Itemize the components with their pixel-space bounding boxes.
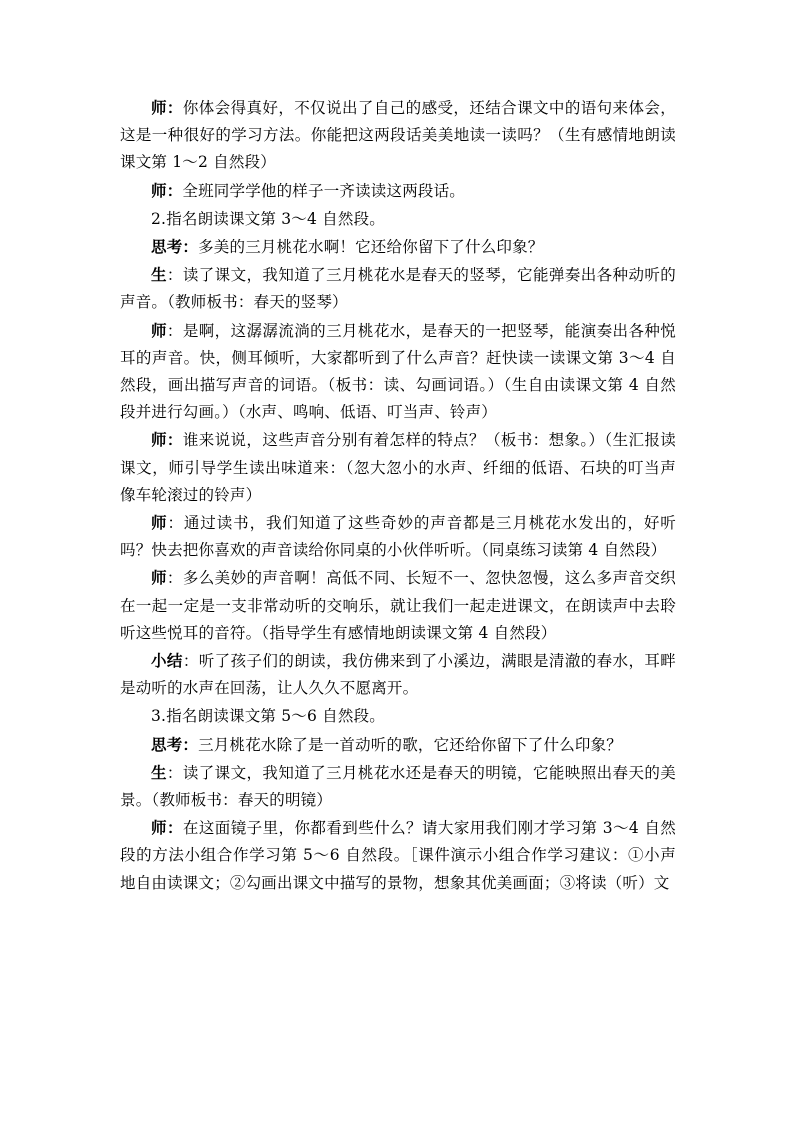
paragraph-teacher-group-study bbox=[120, 814, 676, 897]
paragraph-step-2 bbox=[120, 205, 676, 233]
speaker-label: 师 bbox=[151, 568, 167, 588]
speaker-label: 师： bbox=[151, 180, 183, 200]
paragraph-text: 谁来说说，这些声音分别有着怎样的特点？（板书：想象。）（生汇报读课文，师引导学生读出味道来：（忽大忽小的水声、纤细的低语、石块的叮当声像车轮滚过的铃声） bbox=[120, 431, 676, 504]
speaker-label: 思考： bbox=[151, 734, 199, 754]
speaker-label: 师 bbox=[151, 320, 167, 340]
paragraph-step-3 bbox=[120, 702, 676, 730]
paragraph-text: ：读了课文，我知道了三月桃花水是春天的竖琴，它能弹奏出各种动听的声音。（教师板书：春天的竖琴） bbox=[120, 266, 676, 312]
paragraph-text: ：听了孩子们的朗读，我仿佛来到了小溪边，满眼是清澈的春水，耳畔是动听的水声在回荡，让人久久不愿离开。 bbox=[120, 652, 677, 698]
speaker-label: 师： bbox=[151, 98, 183, 117]
paragraph-text: 2.指名朗读课文第 3～4 自然段。 bbox=[151, 209, 385, 228]
speaker-label: 生 bbox=[151, 265, 167, 285]
paragraph-think-2 bbox=[120, 731, 676, 759]
paragraph-text: 三月桃花水除了是一首动听的歌，它还给你留下了什么印象？ bbox=[198, 735, 623, 754]
paragraph-teacher-partner-read bbox=[120, 509, 676, 564]
paragraph-teacher-features bbox=[120, 426, 676, 509]
paragraph-student-harp bbox=[120, 261, 676, 316]
speaker-label: 师： bbox=[151, 818, 183, 838]
speaker-label: 师 bbox=[151, 513, 168, 533]
paragraph-text: ：通过读书，我们知道了这些奇妙的声音都是三月桃花水发出的，好听吗？快去把你喜欢的声音读给你同桌的小伙伴听听。（同桌练习读第 4 自然段） bbox=[120, 514, 677, 560]
paragraph-teacher-symphony bbox=[120, 564, 676, 647]
paragraph-teacher-class-read bbox=[120, 177, 676, 205]
speaker-label: 小结 bbox=[151, 651, 183, 671]
paragraph-summary bbox=[120, 647, 676, 702]
speaker-label: 思考： bbox=[151, 237, 199, 257]
paragraph-student-mirror bbox=[120, 759, 676, 814]
lesson-transcript bbox=[120, 94, 676, 897]
paragraph-text: 在这面镜子里，你都看到些什么？请大家用我们刚才学习第 3～4 自然段的方法小组合作学习第 5～6 自然段。［课件演示小组合作学习建议：①小声地自由读课文；②勾画出课文中描写的景物，想象其优美画面；③将读（听）文 bbox=[120, 819, 676, 892]
paragraph-text: ：读了课文，我知道了三月桃花水还是春天的明镜，它能映照出春天的美景。（教师板书：春天的明镜） bbox=[120, 763, 676, 810]
speaker-label: 师： bbox=[151, 430, 183, 450]
paragraph-text: 3.指名朗读课文第 5～6 自然段。 bbox=[151, 707, 385, 726]
paragraph-text: ：多么美妙的声音啊！高低不同、长短不一、忽快忽慢，这么多声音交织在一起一定是一支非常动听的交响乐，就让我们一起走进课文，在朗读声中去聆听这些悦耳的音符。（指导学生有感情地朗读课文第 4 自然段） bbox=[120, 569, 676, 642]
paragraph-text: 全班同学学他的样子一齐读读这两段话。 bbox=[182, 181, 466, 200]
paragraph-teacher-sounds bbox=[120, 317, 676, 427]
paragraph-teacher-praise bbox=[120, 94, 676, 177]
paragraph-text: 多美的三月桃花水啊！它还给你留下了什么印象？ bbox=[198, 238, 544, 257]
paragraph-text: 你体会得真好，不仅说出了自己的感受，还结合课文中的语句来体会，这是一种很好的学习方法。你能把这两段话美美地读一读吗？（生有感情地朗读课文第 1～2 自然段） bbox=[120, 99, 677, 172]
paragraph-think-1 bbox=[120, 233, 676, 261]
paragraph-text: ：是啊，这潺潺流淌的三月桃花水，是春天的一把竖琴，能演奏出各种悦耳的声音。快，侧耳倾听，大家都听到了什么声音？赶快读一读课文第 3～4 自然段，画出描写声音的词语。（板书：读、勾画词语。）（生自由读课文第 4 自然段并进行勾画。）（水声、鸣响、低语、叮当声、铃声） bbox=[120, 321, 676, 422]
speaker-label: 生 bbox=[151, 762, 167, 782]
